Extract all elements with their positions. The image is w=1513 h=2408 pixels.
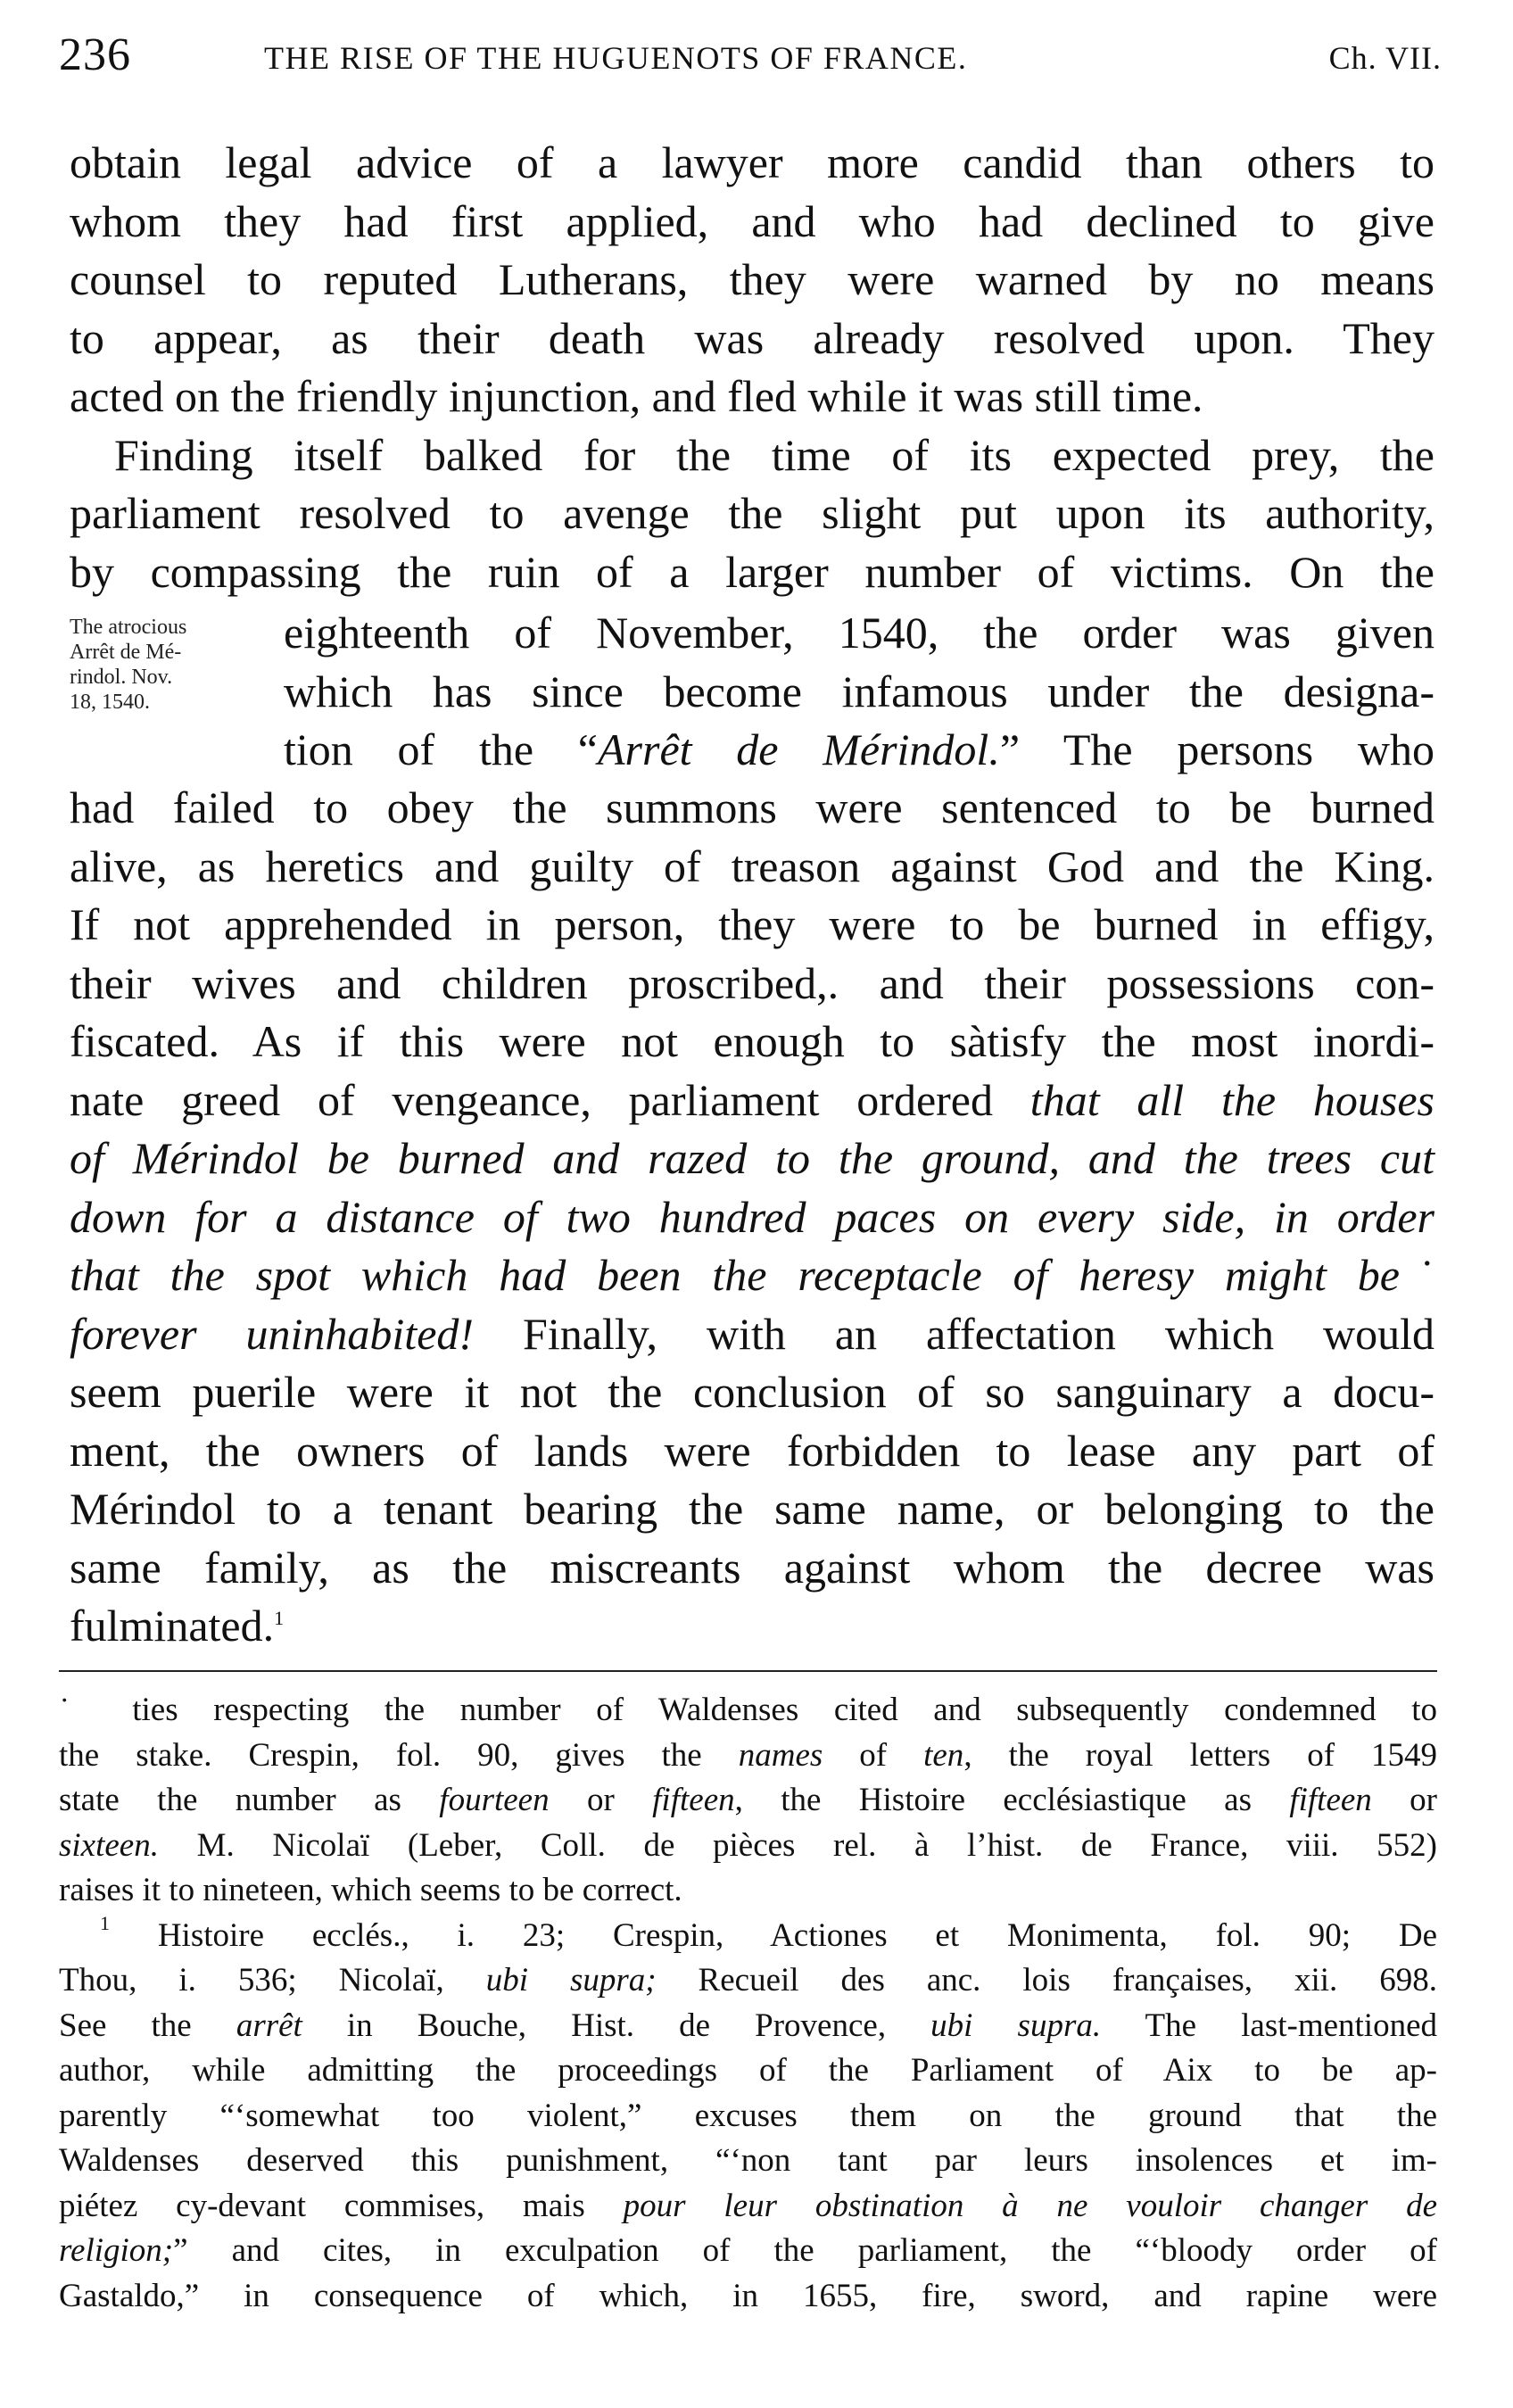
body-line: Mérindol to a tenant bearing the same name, or belonging to the xyxy=(70,1484,1434,1534)
body-line: fiscated. As if this were not enough to sàtisfy the most inordi- xyxy=(70,1016,1434,1066)
body-line: parliament resolved to avenge the slight put upon its authority, xyxy=(70,488,1434,538)
body-paragraphs-top xyxy=(70,134,1434,601)
body-line: nate greed of vengeance, parliament ordered that all the houses xyxy=(70,1074,1434,1125)
body-line: counsel to reputed Lutherans, they were warned by no means xyxy=(70,254,1434,304)
footnote-line: parently “‘somewhat too violent,” excuses them on the ground that the xyxy=(59,2097,1437,2134)
body-line: seem puerile were it not the conclusion of so sanguinary a docu- xyxy=(70,1367,1434,1417)
footnote-line: state the number as fourteen or fifteen, the Histoire ecclésiastique as fifteen or xyxy=(59,1782,1437,1818)
body-line: down for a distance of two hundred paces on every side, in order xyxy=(70,1191,1434,1242)
body-paragraphs-bottom xyxy=(70,779,1434,1656)
footnote-ref: 1 xyxy=(274,1607,285,1629)
running-title: THE RISE OF THE HUGUENOTS OF FRANCE. xyxy=(264,40,968,76)
body-line: of Mérindol be burned and razed to the ground, and the trees cut xyxy=(70,1133,1434,1183)
body-line: If not apprehended in person, they were to be burned in effigy, xyxy=(70,899,1434,949)
footnote-line: Gastaldo,” in consequence of which, in 1655, fire, sword, and rapine were xyxy=(59,2277,1437,2314)
body-line: same family, as the miscreants against whom the decree was xyxy=(70,1542,1434,1593)
body-line: Finding itself balked for the time of its expected prey, the xyxy=(114,429,1434,480)
footnote-line: See the arrêt in Bouche, Hist. de Provence, ubi supra. The last-mentioned xyxy=(59,2007,1438,2044)
footnote-line: raises it to nineteen, which seems to be correct. xyxy=(59,1872,682,1908)
body-line: had failed to obey the summons were sentenced to be burned xyxy=(70,782,1434,832)
margin-note-line: Arrêt de Mé- xyxy=(70,641,182,664)
margin-note-line: 18, 1540. xyxy=(70,691,150,714)
footnote-line: the stake. Crespin, fol. 90, gives the names of ten, the royal letters of 1549 xyxy=(59,1736,1438,1774)
page-number: 236 xyxy=(59,29,131,80)
margin-note-line: rindol. Nov. xyxy=(70,666,173,689)
footnote-line: $^1$ Histoire ecclés., i. 23; Crespin, Actiones et Monimenta, fol. 90; De xyxy=(100,1911,1437,1954)
footnote-line: piétez cy-devant commises, mais pour leur obstination à ne vouloir changer de xyxy=(59,2187,1437,2224)
footnote-line: Thou, i. 536; Nicolaï, ubi supra; Recueil des anc. lois françaises, xii. 698. xyxy=(59,1962,1437,1998)
chapter-label: Ch. VII. xyxy=(1328,40,1442,76)
body-line: which has since become infamous under the designa- xyxy=(284,666,1434,716)
footnote-marker: 1 xyxy=(100,1911,110,1934)
margin-note xyxy=(70,615,275,715)
body-line: by compassing the ruin of a larger number of victims. On the xyxy=(70,546,1434,597)
body-line: obtain legal advice of a lawyer more candid than others to xyxy=(70,137,1434,187)
body-line: to appear, as their death was already resolved upon. They xyxy=(70,312,1434,363)
footnote-line: author, while admitting the proceedings of the Parliament of Aix to be ap- xyxy=(59,2052,1437,2089)
margin-note-line: The atrocious xyxy=(70,616,187,639)
body-line: forever uninhabited! Finally, with an affectation which would xyxy=(70,1308,1435,1359)
footnote-line: ˙ ties respecting the number of Waldenses cited and subsequently condemned to xyxy=(59,1692,1437,1728)
body-beside-margin xyxy=(284,604,1434,780)
footnote-rule xyxy=(59,1670,1437,1672)
footnote-line: Waldenses deserved this punishment, “‘non tant par leurs insolences et im- xyxy=(59,2142,1437,2179)
footnotes xyxy=(59,1688,1437,2319)
body-line: ment, the owners of lands were forbidden to lease any part of xyxy=(70,1425,1434,1476)
body-line: fulminated.$^1$ xyxy=(70,1601,285,1651)
body-line: eighteenth of November, 1540, the order was given xyxy=(284,608,1434,658)
body-line: whom they had first applied, and who had declined to give xyxy=(70,195,1434,246)
footnote-line: religion;” and cites, in exculpation of the parliament, the “‘bloody order of xyxy=(59,2232,1437,2269)
body-line: alive, as heretics and guilty of treason against God and the King. xyxy=(70,840,1434,891)
body-line: tion of the “Arrêt de Mérindol.” The persons who xyxy=(284,724,1434,774)
body-line: their wives and children proscribed,. and their possessions con- xyxy=(70,957,1434,1008)
footnote-line: sixteen. M. Nicolaï (Leber, Coll. de pièces rel. à l’hist. de France, viii. 552) xyxy=(59,1826,1437,1864)
body-line: acted on the friendly injunction, and fled while it was still time. xyxy=(70,371,1203,421)
italic-title: Arrêt de Mérindol. xyxy=(597,724,1000,774)
body-line: that the spot which had been the receptacle of heresy might be˙ xyxy=(70,1250,1434,1300)
running-header xyxy=(59,29,1442,91)
